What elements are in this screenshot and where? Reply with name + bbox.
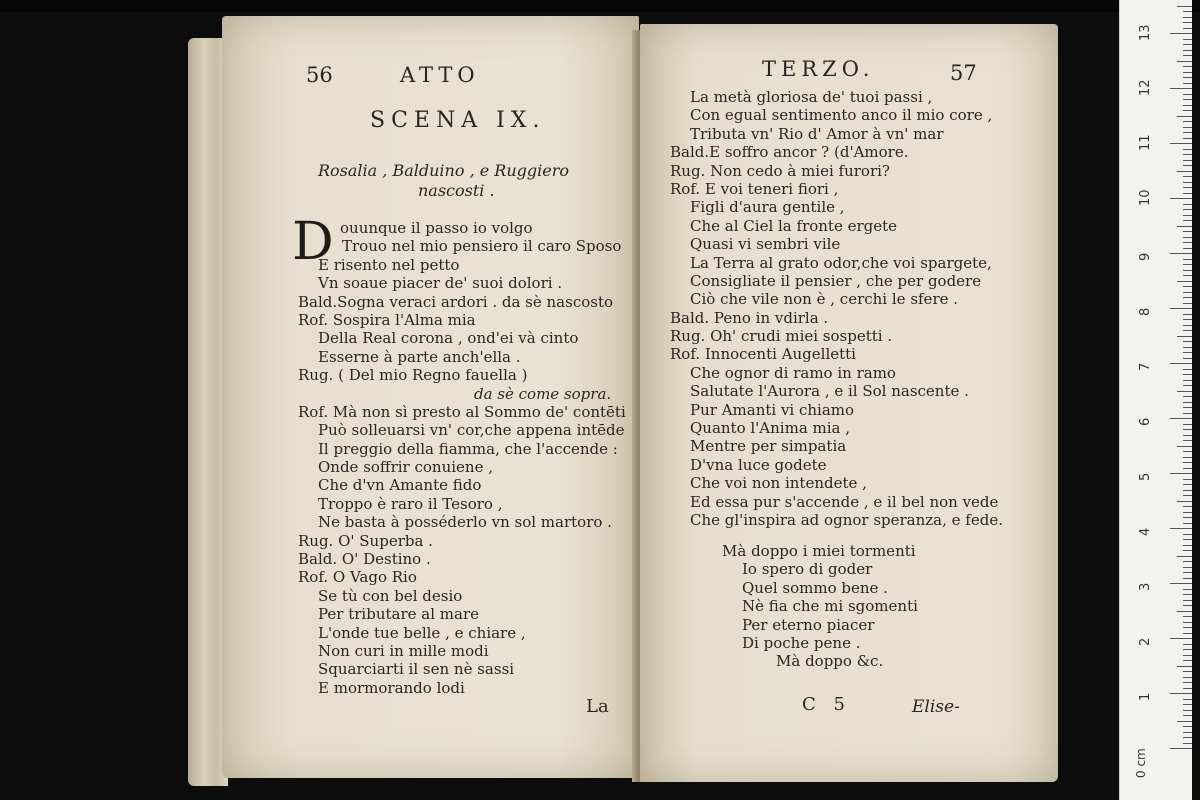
text-line: Se tù con bel desio <box>318 586 463 605</box>
ruler-tick <box>1183 743 1192 744</box>
text-line: Bald.Sogna veraci ardori . da sè nascosto <box>298 292 614 311</box>
ruler-number: 5 <box>1138 472 1153 481</box>
ruler-tick <box>1183 105 1192 106</box>
ruler-tick <box>1170 748 1192 749</box>
ruler-tick <box>1177 336 1192 337</box>
ruler-tick <box>1177 61 1192 62</box>
ruler-tick <box>1183 627 1192 628</box>
ruler-tick <box>1183 347 1192 348</box>
ruler-tick <box>1183 567 1192 568</box>
ruler-tick <box>1183 677 1192 678</box>
ruler-tick <box>1183 545 1192 546</box>
text-line: Consigliate il pensier , che per godere <box>690 271 982 290</box>
ruler-tick <box>1177 171 1192 172</box>
text-line: Salutate l'Aurora , e il Sol nascente . <box>690 382 969 401</box>
ruler-tick <box>1170 198 1192 199</box>
signature-mark: C 5 <box>802 694 851 715</box>
ruler-tick <box>1170 583 1192 584</box>
ruler-tick <box>1177 721 1192 722</box>
text-line: E mormorando lodi <box>318 678 465 697</box>
ruler-tick <box>1183 726 1192 727</box>
text-line: La Terra al grato odor,che voi spargete, <box>690 253 992 272</box>
ruler-tick <box>1177 446 1192 447</box>
ruler-tick <box>1183 616 1192 617</box>
right-catchword: Elise- <box>912 697 960 717</box>
drop-cap: D <box>292 212 334 272</box>
ruler-tick <box>1170 473 1192 474</box>
ruler-tick <box>1183 132 1192 133</box>
scene-title: SCENA IX. <box>370 108 546 133</box>
ruler-tick <box>1183 127 1192 128</box>
ruler-tick <box>1177 611 1192 612</box>
text-line: Della Real corona , ond'ei và cinto <box>318 329 579 348</box>
ruler-number: 3 <box>1138 582 1153 591</box>
ruler-tick <box>1183 704 1192 705</box>
text-line: Rof. E voi teneri fiori , <box>670 179 839 198</box>
ruler-tick <box>1183 424 1192 425</box>
text-line: Ne basta à posséderlo vn sol martoro . <box>318 513 612 532</box>
ruler-tick <box>1177 226 1192 227</box>
text-line: Ed essa pur s'accende , e il bel non vede <box>690 492 999 511</box>
ruler-tick <box>1183 561 1192 562</box>
text-line: Pur Amanti vi chiamo <box>690 400 855 419</box>
ruler-tick <box>1183 396 1192 397</box>
ruler-tick <box>1183 28 1192 29</box>
ruler-tick <box>1183 325 1192 326</box>
ruler-tick <box>1183 303 1192 304</box>
ruler-tick <box>1183 468 1192 469</box>
ruler-tick <box>1177 501 1192 502</box>
ruler-tick <box>1183 319 1192 320</box>
ruler-tick <box>1183 655 1192 656</box>
ruler-tick <box>1170 143 1192 144</box>
ruler-tick <box>1183 297 1192 298</box>
ruler-tick <box>1170 33 1192 34</box>
ruler-tick <box>1183 330 1192 331</box>
ruler-tick <box>1183 248 1192 249</box>
text-line: Bald. O' Destino . <box>298 550 431 569</box>
ruler-tick <box>1183 83 1192 84</box>
ruler-number: 1 <box>1138 692 1153 701</box>
text-line: Quanto l'Anima mia , <box>690 419 851 438</box>
ruler-tick <box>1183 259 1192 260</box>
ruler-number: 2 <box>1138 637 1153 646</box>
ruler-tick <box>1177 6 1192 7</box>
ruler-tick <box>1177 281 1192 282</box>
text-line: Bald. Peno in vdirla . <box>670 308 829 327</box>
ruler-tick <box>1183 121 1192 122</box>
aria-line: Di poche pene . <box>742 633 861 652</box>
ruler-tick <box>1183 275 1192 276</box>
ruler-tick <box>1170 363 1192 364</box>
text-line: Rof. Innocenti Augelletti <box>670 345 856 364</box>
text-line: Rug. O' Superba . <box>298 531 433 550</box>
ruler-tick <box>1183 523 1192 524</box>
text-line: Ciò che vile non è , cerchi le sfere . <box>690 290 959 309</box>
text-line: D'vna luce godete <box>690 455 827 474</box>
text-line: Bald.E soffro ancor ? (d'Amore. <box>670 143 909 162</box>
ruler-tick <box>1183 72 1192 73</box>
ruler-tick <box>1183 50 1192 51</box>
ruler-tick <box>1183 215 1192 216</box>
ruler-tick <box>1183 242 1192 243</box>
ruler-tick <box>1183 715 1192 716</box>
text-line: Il preggio della fiamma, che l'accende : <box>318 439 618 458</box>
text-line: Per tributare al mare <box>318 605 480 624</box>
ruler-tick <box>1183 699 1192 700</box>
ruler-tick <box>1183 237 1192 238</box>
text-line: Rof. Mà non sì presto al Sommo de' contēti <box>298 402 626 421</box>
ruler-tick <box>1183 358 1192 359</box>
ruler-number: 8 <box>1138 307 1153 316</box>
ruler-tick <box>1183 154 1192 155</box>
ruler-tick <box>1183 649 1192 650</box>
ruler-tick <box>1170 308 1192 309</box>
ruler-tick <box>1183 512 1192 513</box>
ruler-tick <box>1183 44 1192 45</box>
ruler-tick <box>1183 600 1192 601</box>
ruler-tick <box>1170 418 1192 419</box>
ruler-tick <box>1183 352 1192 353</box>
ruler-tick <box>1183 594 1192 595</box>
ruler-tick <box>1170 638 1192 639</box>
text-line: Squarciarti il sen nè sassi <box>318 660 515 679</box>
text-line: E risento nel petto <box>318 255 460 274</box>
text-line: Rug. Oh' crudi miei sospetti . <box>670 327 893 346</box>
text-line: Rof. Sospira l'Alma mia <box>298 310 476 329</box>
ruler-tick <box>1183 479 1192 480</box>
text-line: da sè come sopra. <box>474 384 612 403</box>
ruler-tick <box>1183 187 1192 188</box>
ruler-number: 11 <box>1138 134 1153 151</box>
ruler-tick <box>1183 495 1192 496</box>
ruler-tick <box>1183 605 1192 606</box>
ruler-tick <box>1183 193 1192 194</box>
ruler-tick <box>1183 182 1192 183</box>
ruler-tick <box>1183 149 1192 150</box>
text-line: Mentre per simpatia <box>690 437 847 456</box>
left-page <box>222 16 639 778</box>
ruler-tick <box>1183 710 1192 711</box>
aria-line: Mà doppo &c. <box>776 652 884 671</box>
aria-block <box>640 542 1058 671</box>
text-line: Che gl'inspira ad ognor speranza, e fede. <box>690 510 1003 529</box>
ruler-tick <box>1183 413 1192 414</box>
ruler-tick <box>1183 314 1192 315</box>
ruler-tick <box>1183 682 1192 683</box>
left-catchword: La <box>586 696 609 717</box>
right-page-number: 57 <box>950 61 977 85</box>
ruler-tick <box>1183 11 1192 12</box>
text-line: Troppo è raro il Tesoro , <box>318 494 503 513</box>
ruler-tick <box>1183 534 1192 535</box>
ruler-number: 9 <box>1138 252 1153 261</box>
ruler-tick <box>1183 286 1192 287</box>
ruler-tick <box>1170 253 1192 254</box>
right-text-block <box>640 88 1058 529</box>
ruler-tick <box>1183 440 1192 441</box>
text-line: Rug. Non cedo à miei furori? <box>670 161 890 180</box>
text-line: Con egual sentimento anco il mio core , <box>690 106 993 125</box>
text-line: Rug. ( Del mio Regno fauella ) <box>298 366 528 385</box>
ruler-number: 13 <box>1138 24 1153 41</box>
ruler-tick <box>1177 556 1192 557</box>
aria-line: Io spero di goder <box>742 560 873 579</box>
ruler-tick <box>1183 633 1192 634</box>
ruler-tick <box>1183 550 1192 551</box>
ruler-tick <box>1183 671 1192 672</box>
text-line: Può solleuarsi vn' cor,che appena intēde <box>318 421 625 440</box>
text-line: ouunque il passo io volgo <box>340 219 533 237</box>
ruler-tick <box>1183 160 1192 161</box>
characters-line-2: nascosti . <box>418 181 495 200</box>
ruler-tick <box>1183 407 1192 408</box>
ruler-tick <box>1170 88 1192 89</box>
ruler-tick <box>1183 220 1192 221</box>
text-line: Figli d'aura gentile , <box>690 198 845 217</box>
text-line: Che al Ciel la fronte ergete <box>690 216 898 235</box>
ruler-tick <box>1183 385 1192 386</box>
ruler-tick <box>1183 380 1192 381</box>
ruler-tick <box>1183 517 1192 518</box>
ruler-tick <box>1183 644 1192 645</box>
ruler-tick <box>1183 39 1192 40</box>
ruler-tick <box>1183 66 1192 67</box>
ruler-tick <box>1183 539 1192 540</box>
ruler-number: 7 <box>1138 362 1153 371</box>
ruler-tick <box>1183 589 1192 590</box>
ruler-tick <box>1183 435 1192 436</box>
ruler-tick <box>1183 77 1192 78</box>
ruler-tick <box>1183 457 1192 458</box>
ruler-tick <box>1183 292 1192 293</box>
ruler-tick <box>1183 490 1192 491</box>
ruler-tick <box>1183 451 1192 452</box>
measuring-ruler <box>1119 0 1192 800</box>
text-line: Non curi in mille modi <box>318 641 489 660</box>
left-page-number: 56 <box>306 63 333 87</box>
aria-line: Mà doppo i miei tormenti <box>722 542 916 560</box>
text-line: Onde soffrir conuiene , <box>318 458 493 477</box>
text-line: L'onde tue belle , e chiare , <box>318 623 526 642</box>
aria-line: Per eterno piacer <box>742 615 875 634</box>
left-running-head: ATTO <box>400 63 480 87</box>
ruler-tick <box>1183 231 1192 232</box>
text-line: Che ognor di ramo in ramo <box>690 363 896 382</box>
ruler-tick <box>1183 22 1192 23</box>
ruler-tick <box>1183 94 1192 95</box>
ruler-tick <box>1177 666 1192 667</box>
ruler-number: 6 <box>1138 417 1153 426</box>
open-book <box>188 10 1068 790</box>
ruler-tick <box>1183 572 1192 573</box>
ruler-tick <box>1183 264 1192 265</box>
text-line: Esserne à parte anch'ella . <box>318 347 521 366</box>
ruler-tick <box>1183 341 1192 342</box>
ruler-tick <box>1183 506 1192 507</box>
right-page <box>640 24 1058 782</box>
text-line: Che voi non intendete , <box>690 474 867 493</box>
text-line: La metà gloriosa de' tuoi passi , <box>690 88 933 106</box>
ruler-tick <box>1183 462 1192 463</box>
ruler-tick <box>1170 528 1192 529</box>
ruler-tick <box>1183 99 1192 100</box>
ruler-tick <box>1183 429 1192 430</box>
ruler-tick <box>1183 204 1192 205</box>
ruler-tick <box>1183 732 1192 733</box>
aria-line: Nè fia che mi sgomenti <box>742 597 918 616</box>
ruler-tick <box>1183 270 1192 271</box>
text-line: Tributa vn' Rio d' Amor à vn' mar <box>690 124 944 143</box>
left-text-block <box>222 219 639 697</box>
ruler-tick <box>1170 693 1192 694</box>
ruler-tick <box>1177 116 1192 117</box>
ruler-tick <box>1183 369 1192 370</box>
ruler-number: 10 <box>1138 189 1153 206</box>
text-line: Quasi vi sembri vile <box>690 235 841 254</box>
ruler-number: 12 <box>1138 79 1153 96</box>
ruler-tick <box>1183 688 1192 689</box>
ruler-tick <box>1183 737 1192 738</box>
ruler-tick <box>1183 402 1192 403</box>
ruler-tick <box>1183 209 1192 210</box>
text-line: Trouo nel mio pensiero il caro Sposo <box>342 237 622 256</box>
ruler-number: 4 <box>1138 527 1153 536</box>
aria-line: Quel sommo bene . <box>742 578 888 597</box>
ruler-tick <box>1183 374 1192 375</box>
ruler-tick <box>1177 391 1192 392</box>
ruler-tick <box>1183 660 1192 661</box>
ruler-tick <box>1183 17 1192 18</box>
ruler-unit-label: 0 cm <box>1134 748 1148 778</box>
text-line: Vn soaue piacer de' suoi dolori . <box>318 274 563 293</box>
characters-line-1: Rosalia , Balduino , e Ruggiero <box>318 161 569 180</box>
ruler-tick <box>1183 110 1192 111</box>
ruler-tick <box>1183 165 1192 166</box>
ruler-tick <box>1183 578 1192 579</box>
ruler-tick <box>1183 622 1192 623</box>
ruler-tick <box>1183 55 1192 56</box>
ruler-tick <box>1183 138 1192 139</box>
right-running-head: TERZO. <box>762 57 875 81</box>
ruler-tick <box>1183 484 1192 485</box>
text-line: Che d'vn Amante fido <box>318 476 482 495</box>
text-line: Rof. O Vago Rio <box>298 568 417 587</box>
ruler-tick <box>1183 176 1192 177</box>
